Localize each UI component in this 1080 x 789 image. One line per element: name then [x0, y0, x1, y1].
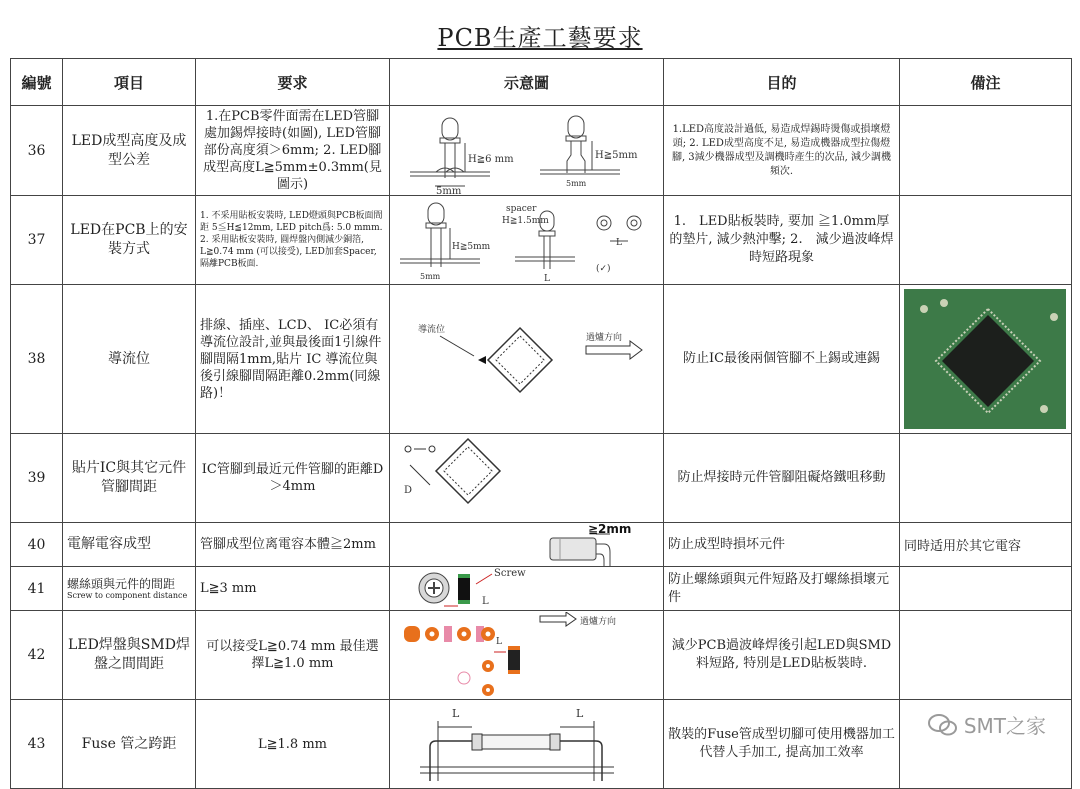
row-purpose: 1.LED高度設計過低, 易造成焊錫時燙傷或損壞燈頭; 2. LED成型高度不足, 易造成機器成型拉傷燈腳, 3減少機器成型及調機時產生的次品, 減少調機頻次. [664, 106, 900, 196]
row-requirement: L≧1.8 mm [196, 700, 390, 789]
row-diagram [390, 196, 664, 285]
qfp-ic-diagram [478, 328, 552, 392]
row-item: LED成型高度及成型公差 [63, 106, 196, 196]
table-row [11, 523, 1072, 567]
row-requirement: 1. 不采用貼板安裝時, LED燈頭與PCB板面間距 5≦H≦12mm, LED pitch爲: 5.0 mmm. 2. 采用貼板安裝時, 圓焊盤內側減少銅箔, L≧0.74 mm (可以接受), LED加套Spacer, 隔離PCB板面. [196, 196, 390, 285]
watermark [928, 710, 1046, 739]
page-title: PCB生產工藝要求 [437, 24, 643, 52]
led-diagram-left [410, 118, 514, 194]
led-spacer-diagram [502, 204, 575, 283]
row-item: LED焊盤與SMD焊盤之間間距 [63, 611, 196, 700]
fig-label: L [482, 595, 489, 607]
fig-label: H≧5mm [595, 149, 638, 161]
row-number: 36 [11, 106, 63, 196]
fig-label: L [576, 707, 584, 720]
fig-label: spacer [506, 204, 537, 214]
fig-label: ≧2mm [588, 523, 632, 536]
row-diagram [390, 523, 664, 567]
row-note [900, 611, 1072, 700]
table-row [11, 611, 1072, 700]
watermark-text: SMT之家 [963, 714, 1046, 738]
fig-label: 5mm [420, 272, 441, 281]
screw-diagram [419, 568, 526, 607]
row-diagram [390, 285, 664, 434]
row-note [900, 434, 1072, 523]
row-item: LED在PCB上的安裝方式 [63, 196, 196, 285]
led-mount-diagram [400, 203, 491, 281]
row-note [900, 567, 1072, 611]
led-diagram-right [540, 116, 638, 188]
requirements-table [10, 58, 1072, 789]
row-number: 40 [11, 523, 63, 567]
round-pad-diagram [596, 216, 641, 274]
fuse-diagram [420, 707, 614, 781]
fig-label: (✓) [596, 264, 611, 274]
row-diagram [390, 700, 664, 789]
table-row [11, 567, 1072, 611]
fig-label: 導流位 [418, 325, 446, 335]
fig-label: L [616, 238, 622, 248]
row-purpose: 防止焊接時元件管腳阻礙烙鐵咀移動 [664, 434, 900, 523]
header-item: 項目 [63, 59, 196, 106]
row-item-subtitle: Screw to component distance [67, 590, 188, 600]
fig-label: Screw [494, 567, 526, 579]
row-item [63, 567, 196, 611]
row-note [900, 196, 1072, 285]
row-diagram [390, 434, 664, 523]
row-item: Fuse 管之跨距 [63, 700, 196, 789]
fig-label: 過爐方向 [580, 617, 617, 627]
row-diagram [390, 611, 664, 700]
row-item: 貼片IC與其它元件管腳間距 [63, 434, 196, 523]
header-fig: 示意圖 [390, 59, 664, 106]
row-requirement: 管腳成型位离電容本體≧2mm [196, 523, 390, 567]
row-number: 39 [11, 434, 63, 523]
fig-label: L [544, 274, 550, 283]
header-purpose: 目的 [664, 59, 900, 106]
fig-label: D [404, 485, 413, 496]
row-number: 41 [11, 567, 63, 611]
row-item-title: 螺絲頭與元件的間距 [67, 576, 176, 591]
led-smd-pads-diagram [404, 626, 520, 696]
header-no: 編號 [11, 59, 63, 106]
fig-label: 5mm [436, 185, 462, 194]
header-note: 備注 [900, 59, 1072, 106]
row-requirement: 1.在PCB零件面需在LED管腳處加錫焊接時(如圖), LED管腳部份高度須＞6mm; 2. LED腳成型高度L≧5mm±0.3mm(見圖示) [196, 106, 390, 196]
fig-label: H≧5mm [452, 242, 491, 252]
fig-label: 過爐方向 [586, 333, 623, 343]
row-number: 42 [11, 611, 63, 700]
row-requirement: IC管腳到最近元件管腳的距離D＞4mm [196, 434, 390, 523]
row-requirement: L≧3 mm [196, 567, 390, 611]
row-purpose: 防止螺絲頭與元件短路及打螺絲損壞元件 [664, 567, 900, 611]
row-item: 導流位 [63, 285, 196, 434]
table-row [11, 285, 1072, 434]
row-diagram [390, 106, 664, 196]
row-requirement: 可以接受L≧0.74 mm 最佳選擇L≧1.0 mm [196, 611, 390, 700]
header-row [11, 59, 1072, 106]
wechat-icon [928, 713, 958, 737]
row-note: 同時适用於其它電容 [900, 523, 1072, 567]
table-row [11, 434, 1072, 523]
table-row [11, 196, 1072, 285]
ic-spacing-diagram [404, 439, 500, 503]
table-row [11, 700, 1072, 789]
fig-label: L [496, 637, 502, 647]
row-number: 38 [11, 285, 63, 434]
fig-label: H≧1.5mm [502, 216, 549, 226]
row-item: 電解電容成型 [63, 523, 196, 567]
fig-label: H≧6 mm [468, 153, 514, 165]
row-diagram [390, 567, 664, 611]
row-purpose: 1. LED貼板裝時, 要加 ≧1.0mm厚的墊片, 減少熱沖擊; 2. 減少過波峰焊時短路現象 [664, 196, 900, 285]
fig-label: L [452, 707, 460, 720]
capacitor-diagram [550, 524, 631, 566]
pcb-ic-photo [904, 289, 1066, 429]
row-purpose: 減少PCB過波峰焊後引起LED與SMD料短路, 特別是LED貼板裝時. [664, 611, 900, 700]
row-purpose: 散裝的Fuse管成型切腳可使用機器加工代替人手加工, 提高加工效率 [664, 700, 900, 789]
row-purpose: 防止成型時損坏元件 [664, 523, 900, 567]
header-req: 要求 [196, 59, 390, 106]
row-number: 43 [11, 700, 63, 789]
table-row [11, 106, 1072, 196]
row-note [900, 106, 1072, 196]
row-purpose: 防止IC最後兩個管腳不上錫或連錫 [664, 285, 900, 434]
row-requirement: 排線、插座、LCD、 IC必須有導流位設計,並與最後面1引線件腳間隔1mm,貼片 IC 導流位與後引線腳間隔距離0.2mm(同線路)！ [196, 285, 390, 434]
fig-label: 5mm [566, 178, 587, 188]
row-number: 37 [11, 196, 63, 285]
row-photo-cell [900, 285, 1072, 434]
